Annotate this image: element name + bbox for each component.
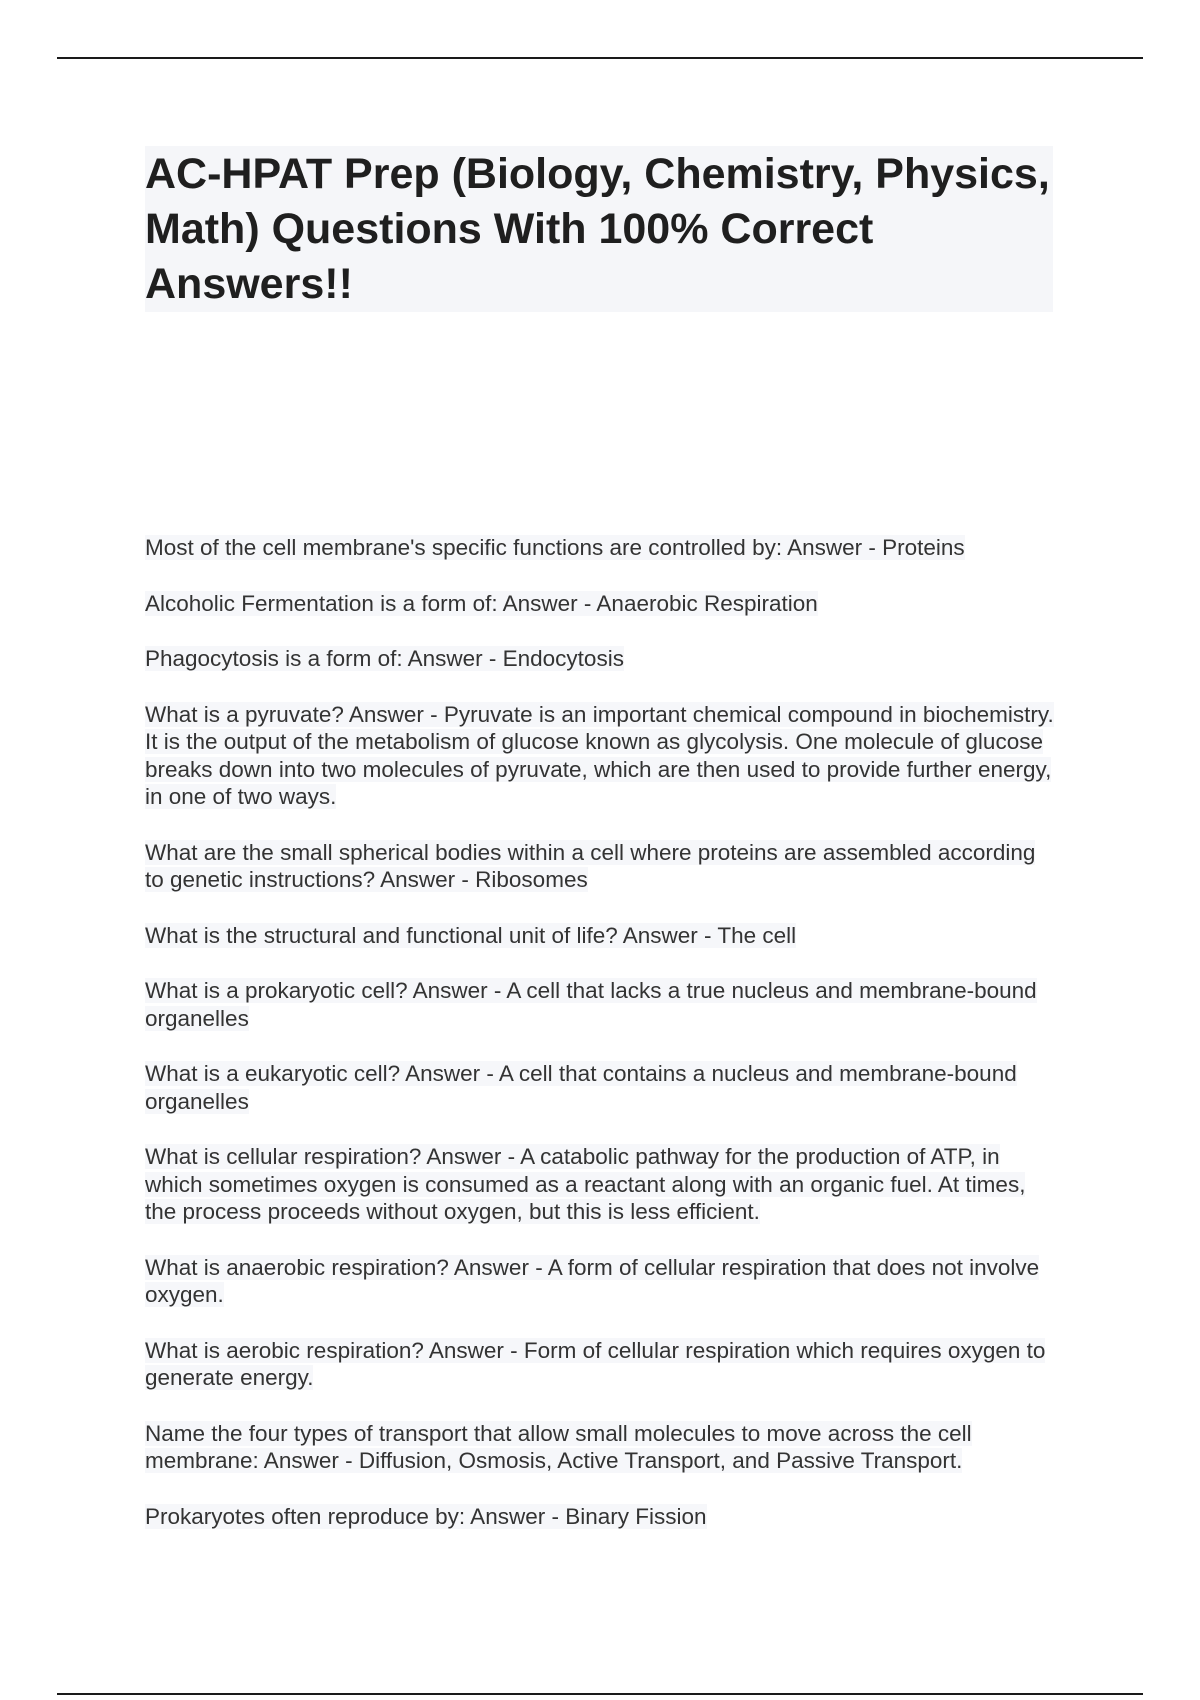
- qa-text: What is a prokaryotic cell? Answer - A cell that lacks a true nucleus and membrane-bound organelles: [145, 978, 1037, 1031]
- qa-text: Most of the cell membrane's specific functions are controlled by: Answer - Proteins: [145, 535, 965, 560]
- qa-item: [145, 1503, 1055, 1531]
- title-block: [145, 146, 1053, 312]
- qa-item: [145, 922, 1055, 950]
- qa-item: [145, 590, 1055, 618]
- footer-divider: [57, 1693, 1143, 1695]
- qa-item: [145, 1337, 1055, 1392]
- qa-text: Phagocytosis is a form of: Answer - Endocytosis: [145, 646, 624, 671]
- qa-list: [145, 534, 1055, 1558]
- qa-text: What is aerobic respiration? Answer - Form of cellular respiration which requires oxygen to generate energy.: [145, 1337, 1046, 1390]
- qa-item: [145, 645, 1055, 673]
- header-divider: [57, 57, 1143, 59]
- document-title: AC-HPAT Prep (Biology, Chemistry, Physics, Math) Questions With 100% Correct Answers!!: [145, 150, 1050, 308]
- qa-item: [145, 701, 1055, 811]
- qa-item: [145, 1254, 1055, 1309]
- qa-text: What are the small spherical bodies within a cell where proteins are assembled according to genetic instructions? Answer - Ribosomes: [145, 839, 1036, 892]
- qa-text: Alcoholic Fermentation is a form of: Answer - Anaerobic Respiration: [145, 590, 818, 616]
- qa-text: What is a pyruvate? Answer - Pyruvate is an important chemical compound in biochemistry. It is the output of the metabolism of glucose known as glycolysis. One molecule of glucose breaks down into two molecules of pyruvate, which are then used to provide further energy, in one of two ways.: [145, 701, 1054, 809]
- qa-item: [145, 977, 1055, 1032]
- qa-text: Prokaryotes often reproduce by: Answer - Binary Fission: [145, 1503, 707, 1529]
- qa-item: [145, 534, 1055, 562]
- qa-text: Name the four types of transport that allow small molecules to move across the cell membrane: Answer - Diffusion, Osmosis, Active Transport, and Passive Transport.: [145, 1420, 972, 1473]
- qa-text: What is anaerobic respiration? Answer - A form of cellular respiration that does not involve oxygen.: [145, 1254, 1040, 1307]
- qa-text: What is cellular respiration? Answer - A catabolic pathway for the production of ATP, in which sometimes oxygen is consumed as a reactant along with an organic fuel. At times, the process proceeds without oxygen, but this is less efficient.: [145, 1144, 1026, 1224]
- qa-text: What is a eukaryotic cell? Answer - A cell that contains a nucleus and membrane-bound organelles: [145, 1061, 1017, 1114]
- qa-item: [145, 1143, 1055, 1226]
- qa-item: [145, 1420, 1055, 1475]
- qa-text: What is the structural and functional unit of life? Answer - The cell: [145, 922, 797, 948]
- qa-item: [145, 1060, 1055, 1115]
- qa-item: [145, 839, 1055, 894]
